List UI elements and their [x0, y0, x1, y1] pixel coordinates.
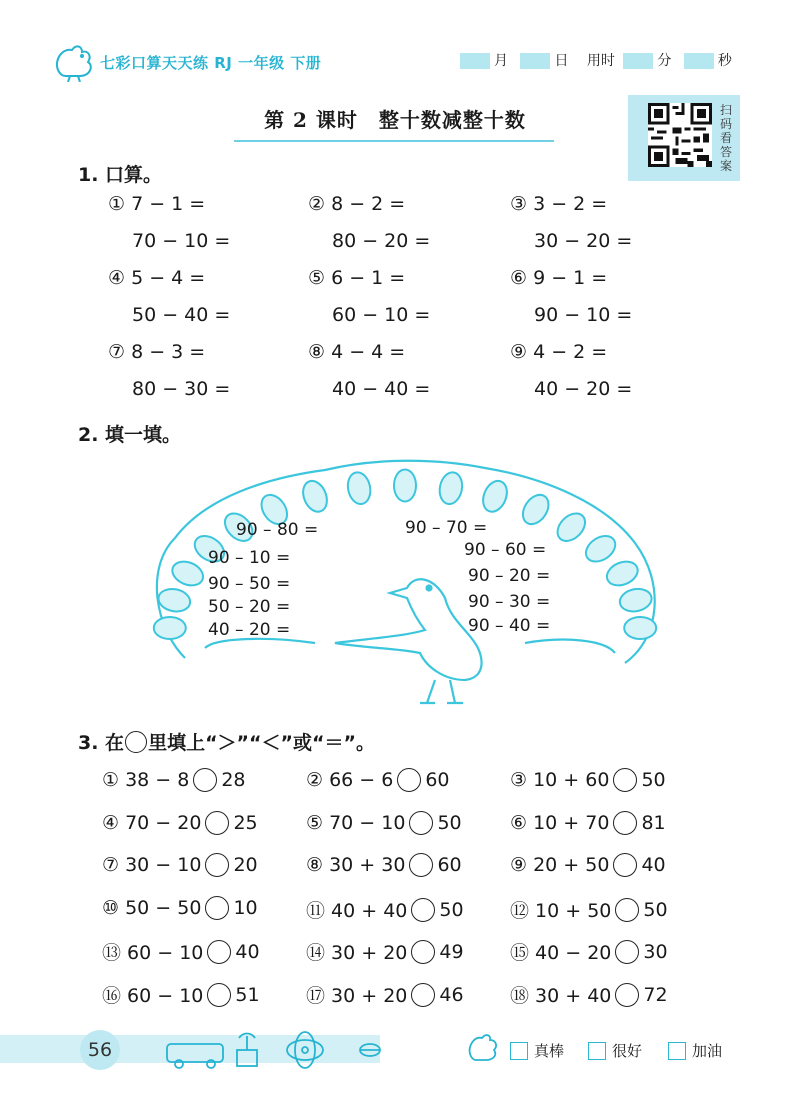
footer-decoration-icons [165, 1028, 395, 1070]
day-label: 日 [554, 53, 569, 69]
qr-label: 扫码看答案 [719, 103, 732, 173]
answer-circle[interactable] [193, 768, 217, 792]
compare-expression: ⑰ 30 + 20 [306, 985, 408, 1007]
compare-item [102, 768, 246, 792]
lesson-title: 第 2 课时 整十数减整十数 [264, 108, 526, 132]
oral-equation[interactable]: ⑦ 8 − 3 = [108, 341, 206, 363]
peacock-equation-right[interactable]: 90 – 60 = [464, 540, 547, 560]
compare-item [306, 938, 464, 965]
oral-equation[interactable]: 90 − 10 = [534, 304, 633, 326]
feather-eye [624, 617, 656, 639]
compare-value: 50 [437, 812, 462, 834]
section3-title [78, 728, 375, 755]
seconds-label: 秒 [717, 53, 732, 69]
answer-circle[interactable] [615, 898, 639, 922]
compare-value: 50 [641, 769, 666, 791]
minutes-slot[interactable] [623, 53, 653, 69]
section1-title: 1. 口算。 [78, 164, 163, 186]
feather-eye [394, 470, 416, 502]
compare-expression: ⑨ 20 + 50 [510, 854, 610, 876]
compare-value: 30 [643, 940, 668, 963]
compare-item [510, 981, 668, 1008]
compare-value: 20 [233, 854, 258, 876]
answer-circle[interactable] [411, 940, 435, 964]
compare-expression: ⑪ 40 + 40 [306, 900, 408, 922]
feather-eye [169, 557, 207, 590]
compare-item [102, 938, 260, 965]
oral-equation[interactable]: ④ 5 − 4 = [108, 267, 206, 289]
compare-value: 51 [235, 983, 260, 1006]
peacock-equation-left[interactable]: 40 – 20 = [208, 620, 291, 640]
feather-eye [299, 477, 332, 515]
minutes-label: 分 [657, 53, 672, 69]
rooster-footer-icon [466, 1030, 500, 1064]
compare-item [510, 938, 668, 965]
answer-circle[interactable] [207, 940, 231, 964]
oral-equation[interactable]: ① 7 − 1 = [108, 193, 206, 215]
month-slot[interactable] [460, 53, 490, 69]
compare-item [306, 853, 462, 877]
feather-eye [437, 470, 465, 506]
compare-expression: ① 38 − 8 [102, 769, 190, 791]
feather-eye [479, 477, 512, 515]
compare-value: 72 [643, 983, 668, 1006]
oral-equation[interactable]: 40 − 20 = [534, 378, 633, 400]
rating-option[interactable] [668, 1040, 722, 1061]
answer-circle[interactable] [615, 940, 639, 964]
compare-value: 40 [641, 854, 666, 876]
oral-equation[interactable]: 80 − 30 = [132, 378, 231, 400]
page-number: 56 [80, 1030, 120, 1070]
feather-eye [345, 470, 373, 506]
rating-checkbox[interactable] [510, 1042, 528, 1060]
seconds-slot[interactable] [684, 53, 714, 69]
compare-value: 40 [235, 940, 260, 963]
peacock-equation-left[interactable]: 90 – 80 = [236, 520, 319, 540]
compare-item [306, 768, 450, 792]
feather-eye [552, 508, 590, 546]
compare-value: 49 [439, 940, 464, 963]
oral-equation[interactable]: ⑤ 6 − 1 = [308, 267, 406, 289]
time-used-label: 用时 [586, 53, 615, 69]
oral-equation[interactable]: 60 − 10 = [332, 304, 431, 326]
circle-symbol [125, 731, 147, 753]
oral-equation[interactable]: ③ 3 − 2 = [510, 193, 608, 215]
section3-title-pre: 3. 在 [78, 732, 125, 754]
rating-option[interactable] [588, 1040, 642, 1061]
rating-checkbox[interactable] [588, 1042, 606, 1060]
compare-expression: ② 66 − 6 [306, 769, 394, 791]
feather-eye [518, 490, 554, 529]
compare-item [102, 896, 258, 920]
oral-equation[interactable]: 70 − 10 = [132, 230, 231, 252]
rating-label: 加油 [692, 1042, 723, 1060]
oral-equation[interactable]: ② 8 − 2 = [308, 193, 406, 215]
peacock-equation-left[interactable]: 50 – 20 = [208, 597, 291, 617]
peacock-equation-right[interactable]: 90 – 20 = [468, 566, 551, 586]
rating-label: 很好 [612, 1042, 643, 1060]
compare-expression: ⑩ 50 − 50 [102, 897, 202, 919]
oral-equation[interactable]: 30 − 20 = [534, 230, 633, 252]
compare-item [306, 896, 464, 923]
qr-code-icon[interactable] [648, 103, 712, 167]
rooster-mascot-icon [52, 40, 98, 82]
compare-expression: ⑬ 60 − 10 [102, 942, 204, 964]
compare-value: 46 [439, 983, 464, 1006]
peacock-equation-right[interactable]: 90 – 40 = [468, 616, 551, 636]
compare-expression: ⑦ 30 − 10 [102, 854, 202, 876]
feather-eye [581, 531, 620, 567]
compare-expression: ⑧ 30 + 30 [306, 854, 406, 876]
compare-value: 25 [233, 812, 258, 834]
answer-circle[interactable] [205, 811, 229, 835]
compare-item [306, 811, 462, 835]
compare-item [102, 853, 258, 877]
compare-value: 81 [641, 812, 666, 834]
compare-expression: ⑯ 60 − 10 [102, 985, 204, 1007]
rating-checkbox[interactable] [668, 1042, 686, 1060]
title-underline [234, 140, 554, 142]
answer-circle[interactable] [205, 853, 229, 877]
answer-circle[interactable] [411, 983, 435, 1007]
section3-title-post: 里填上“＞”“＜”或“＝”。 [148, 732, 375, 754]
rating-label: 真棒 [534, 1042, 565, 1060]
peacock-equation-left[interactable]: 90 – 50 = [208, 574, 291, 594]
compare-expression: ⑱ 30 + 40 [510, 985, 612, 1007]
oral-equation[interactable]: ⑧ 4 − 4 = [308, 341, 406, 363]
compare-expression: ⑫ 10 + 50 [510, 900, 612, 922]
compare-value: 60 [425, 769, 450, 791]
peacock-equation-left[interactable]: 90 – 10 = [208, 548, 291, 568]
compare-item [510, 853, 666, 877]
compare-expression: ⑮ 40 − 20 [510, 942, 612, 964]
compare-value: 28 [221, 769, 246, 791]
compare-expression: ④ 70 − 20 [102, 812, 202, 834]
answer-circle[interactable] [613, 811, 637, 835]
answer-circle[interactable] [411, 898, 435, 922]
compare-expression: ③ 10 + 60 [510, 769, 610, 791]
compare-item [306, 981, 464, 1008]
answer-circle[interactable] [207, 983, 231, 1007]
compare-item [102, 981, 260, 1008]
book-brand: 七彩口算天天练 RJ 一年级 下册 [100, 54, 322, 72]
answer-circle[interactable] [613, 853, 637, 877]
compare-value: 10 [233, 897, 258, 919]
date-time-fields [460, 50, 732, 72]
compare-item [102, 811, 258, 835]
compare-value: 50 [643, 898, 668, 921]
compare-item [510, 896, 668, 923]
oral-equation[interactable]: 40 − 40 = [332, 378, 431, 400]
feather-eye [154, 617, 186, 639]
compare-value: 50 [439, 898, 464, 921]
compare-expression: ⑭ 30 + 20 [306, 942, 408, 964]
answer-circle[interactable] [409, 853, 433, 877]
answer-circle[interactable] [397, 768, 421, 792]
feather-eye [156, 586, 192, 614]
answer-circle[interactable] [615, 983, 639, 1007]
peacock-equation-right[interactable]: 90 – 30 = [468, 592, 551, 612]
rating-option[interactable] [510, 1040, 564, 1061]
oral-equation[interactable]: ⑨ 4 − 2 = [510, 341, 608, 363]
oral-equation[interactable]: ⑥ 9 − 1 = [510, 267, 608, 289]
day-slot[interactable] [520, 53, 550, 69]
oral-equation[interactable]: 80 − 20 = [332, 230, 431, 252]
answer-circle[interactable] [205, 896, 229, 920]
answer-circle[interactable] [613, 768, 637, 792]
compare-expression: ⑤ 70 − 10 [306, 812, 406, 834]
compare-item [510, 811, 666, 835]
month-label: 月 [494, 53, 508, 69]
compare-expression: ⑥ 10 + 70 [510, 812, 610, 834]
peacock-equation-right[interactable]: 90 – 70 = [405, 518, 488, 538]
feather-eye [618, 586, 654, 614]
oral-equation[interactable]: 50 − 40 = [132, 304, 231, 326]
compare-value: 60 [437, 854, 462, 876]
feather-eye [603, 557, 641, 590]
compare-item [510, 768, 666, 792]
answer-circle[interactable] [409, 811, 433, 835]
section2-title: 2. 填一填。 [78, 424, 182, 446]
